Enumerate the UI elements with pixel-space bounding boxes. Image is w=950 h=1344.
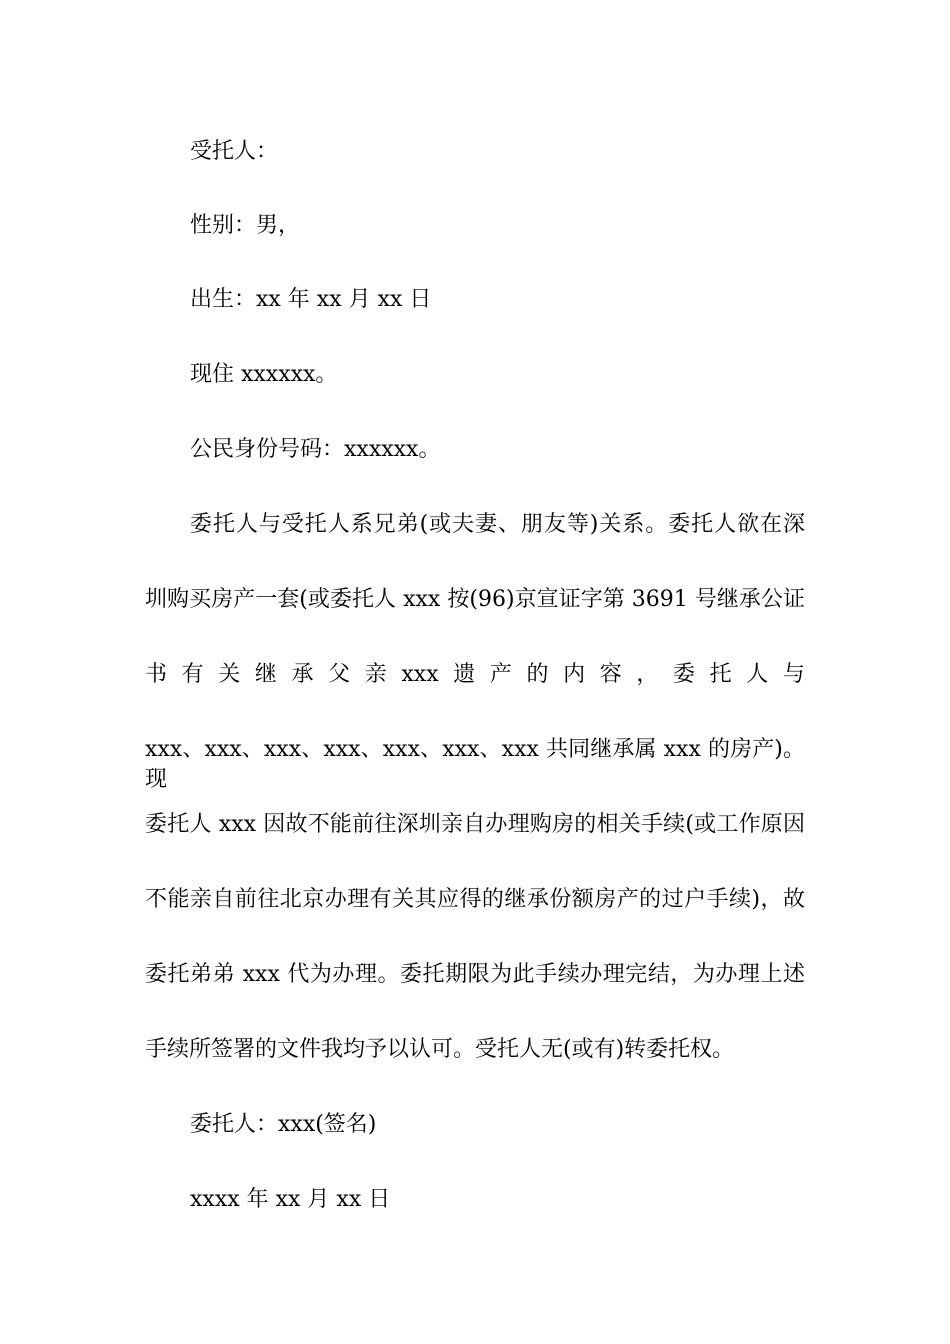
spread-token: 继 <box>254 662 277 687</box>
spread-token: 书 <box>145 662 168 687</box>
spread-token: 与 <box>782 662 805 687</box>
spread-token: 有 <box>181 662 204 687</box>
paragraph-line-3 <box>145 660 805 690</box>
paragraph-line-1: 委托人与受托人系兄弟(或夫妻、朋友等)关系。委托人欲在深 <box>190 512 805 537</box>
spread-token: 委 <box>672 662 695 687</box>
paragraph-line-5: 委托人 xxx 因故不能前往深圳亲自办理购房的相关手续(或工作原因 <box>145 812 805 837</box>
spread-token: 父 <box>328 662 351 687</box>
paragraph-line-8: 手续所签署的文件我均予以认可。受托人无(或有)转委托权。 <box>145 1037 735 1062</box>
spread-token: 托 <box>709 662 732 687</box>
trustee-label: 受托人： <box>190 139 279 164</box>
gender-line: 性别：男， <box>190 213 301 238</box>
birth-line: 出生：xx 年 xx 月 xx 日 <box>190 287 432 312</box>
address-line: 现住 xxxxxx。 <box>190 362 338 387</box>
spread-token: 内 <box>563 662 586 687</box>
spread-token: 容 <box>599 662 622 687</box>
paragraph-line-7: 委托弟弟 xxx 代为办理。委托期限为此手续办理完结，为办理上述 <box>145 962 805 987</box>
spread-token: 遗 <box>453 662 476 687</box>
paragraph-line-6: 不能亲自前往北京办理有关其应得的继承份额房产的过户手续)，故 <box>145 887 805 912</box>
spread-token: 关 <box>218 662 241 687</box>
spread-token: 承 <box>291 662 314 687</box>
spread-token: 亲 <box>364 662 387 687</box>
spread-token: xxx <box>401 662 439 687</box>
spread-token: ， <box>636 662 659 687</box>
spread-token: 人 <box>746 662 769 687</box>
paragraph-line-2: 圳购买房产一套(或委托人 xxx 按(96)京宣证字第 3691 号继承公证 <box>145 587 805 612</box>
signature-date: xxxx 年 xx 月 xx 日 <box>190 1187 391 1212</box>
principal-signature: 委托人：xxx(签名) <box>190 1112 377 1137</box>
id-number-line: 公民身份号码：xxxxxx。 <box>190 437 441 462</box>
spread-token: 产 <box>489 662 512 687</box>
paragraph-line-4: xxx、xxx、xxx、xxx、xxx、xxx、xxx 共同继承属 xxx 的房产)。现 <box>145 737 805 792</box>
spread-token: 的 <box>526 662 549 687</box>
